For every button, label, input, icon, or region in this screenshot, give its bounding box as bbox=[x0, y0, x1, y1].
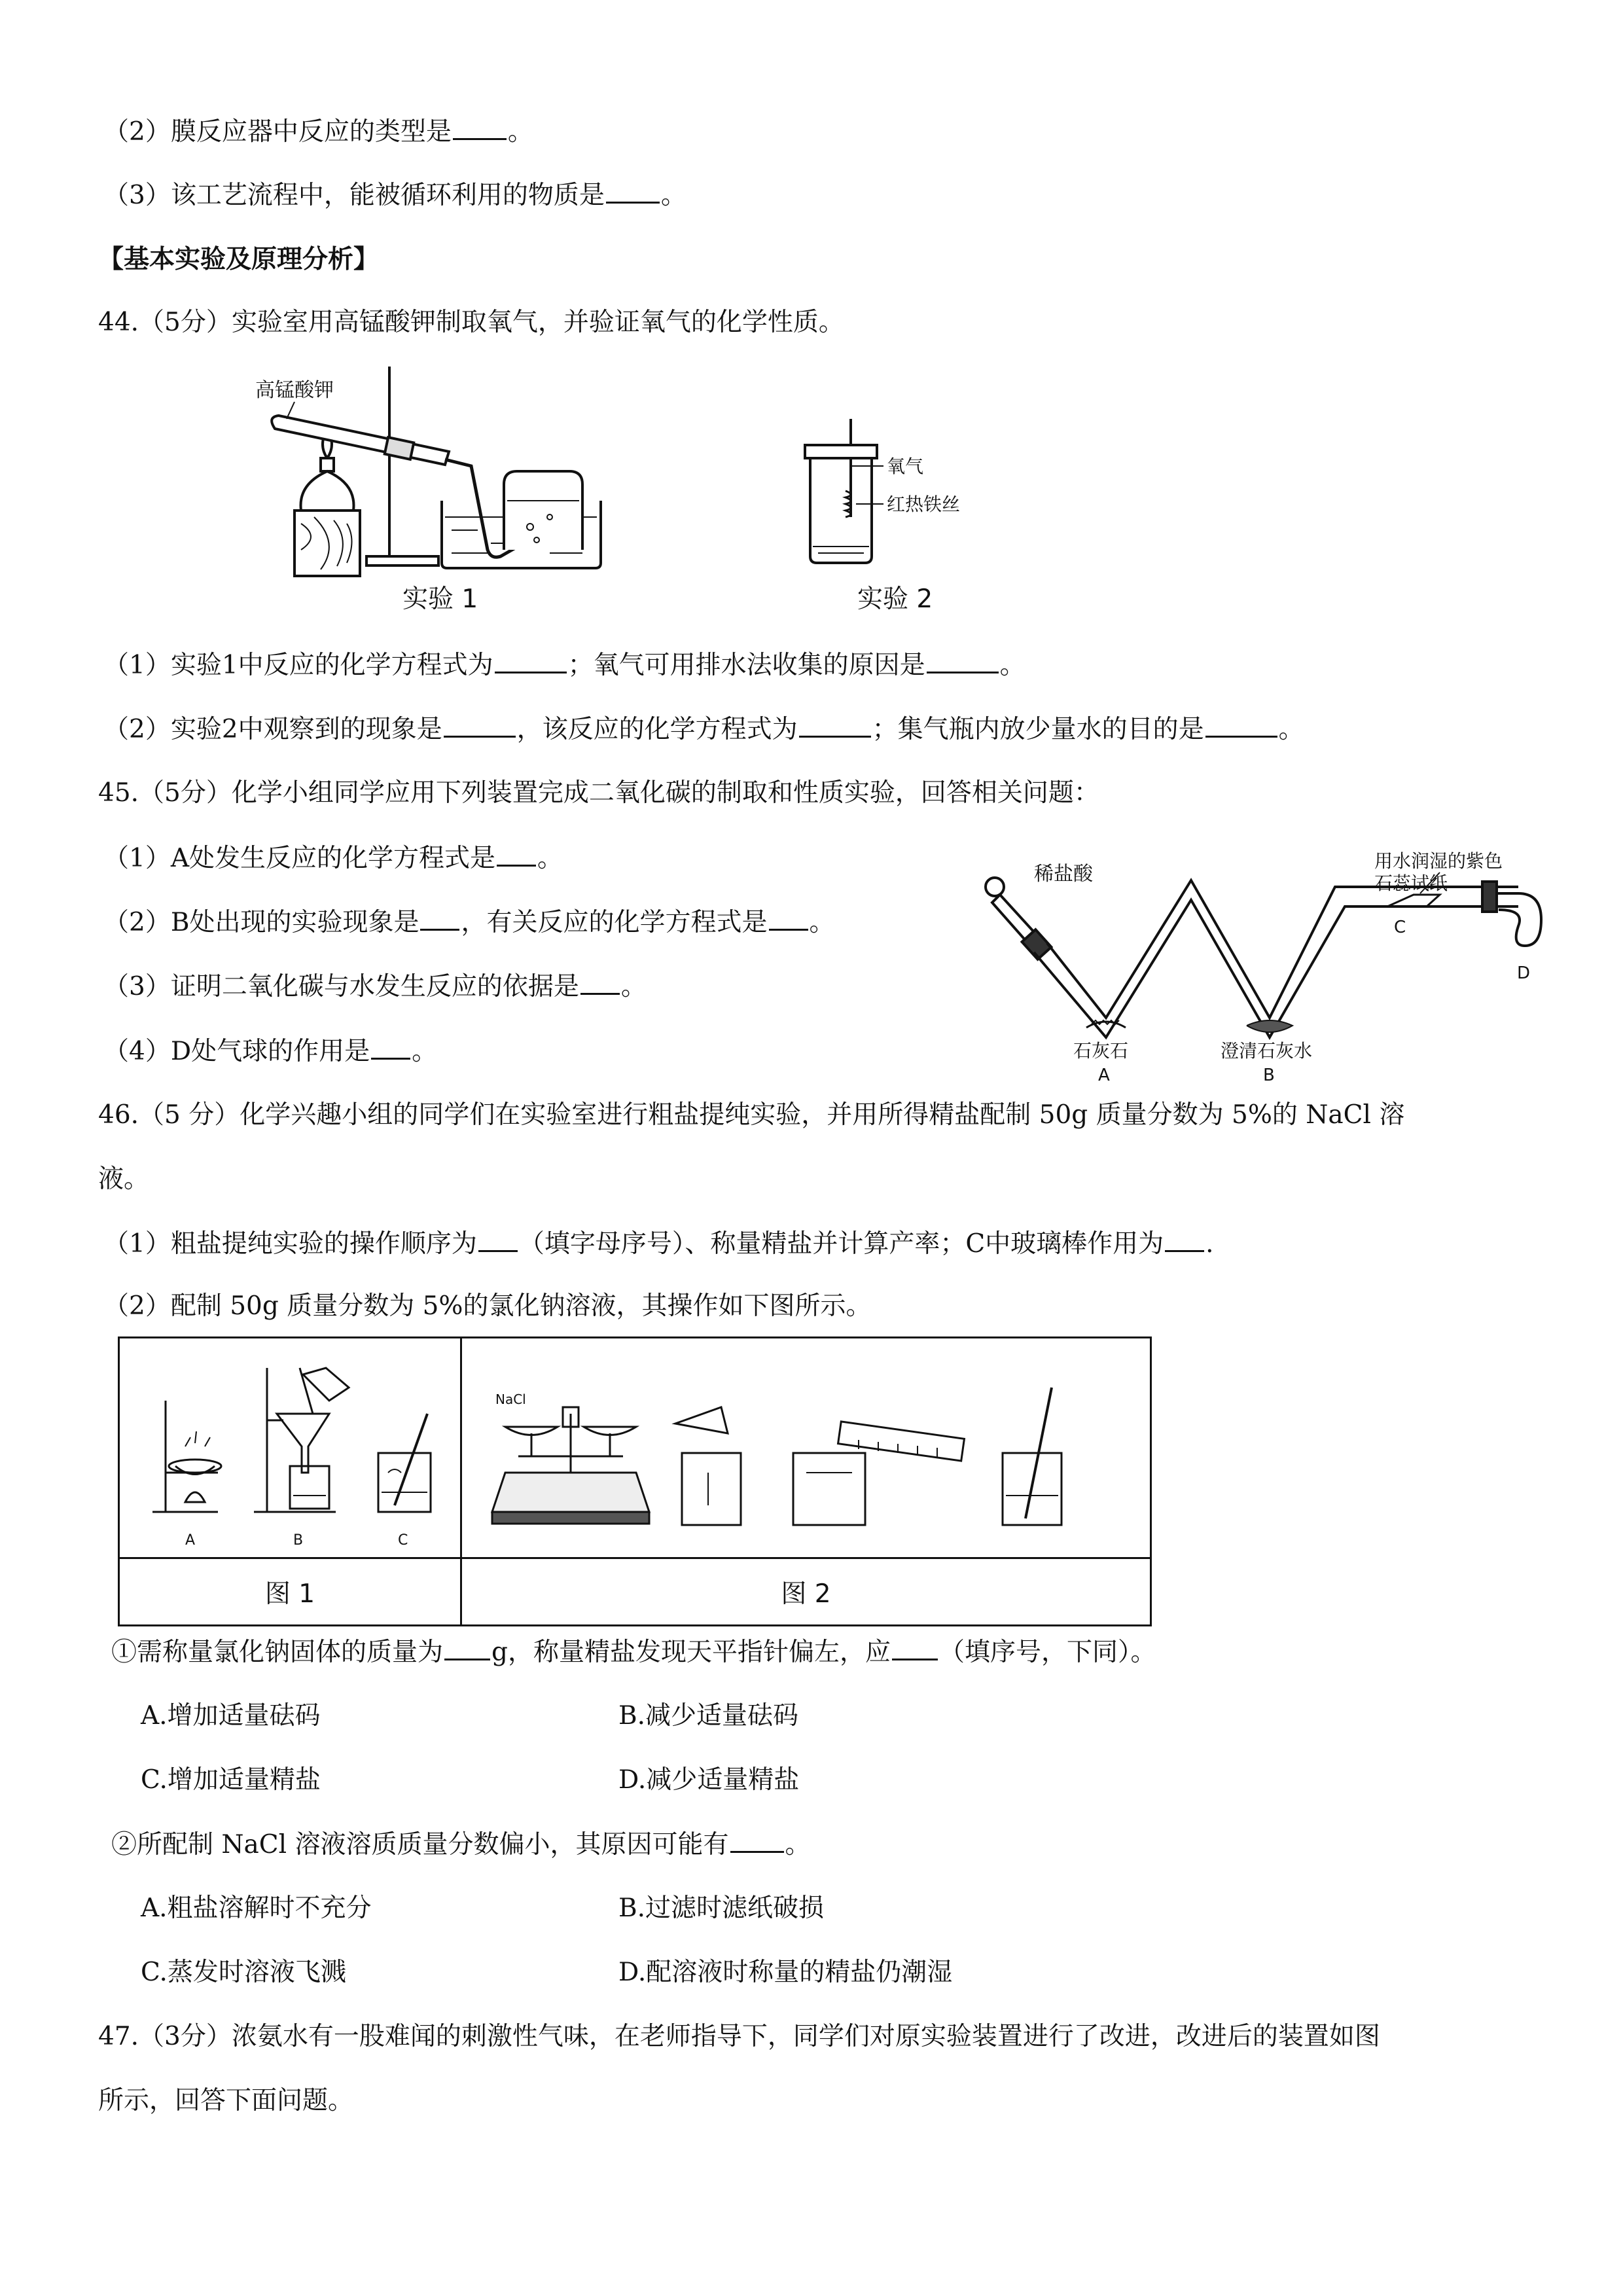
q47-stem-line1: 47.（3分）浓氨水有一股难闻的刺激性气味，在老师指导下，同学们对原实验装置进行了改进，改进后的装置如图 bbox=[98, 2022, 1380, 2051]
label-potassium-permanganate: 高锰酸钾 bbox=[255, 379, 334, 402]
q43-part3: （3）该工艺流程中，能被循环利用的物质是 。 bbox=[103, 178, 687, 213]
label-nacl: NaCl bbox=[495, 1391, 526, 1407]
fig1-label-B: B bbox=[293, 1532, 304, 1549]
figure-2-drawing bbox=[466, 1342, 1147, 1551]
option-2a[interactable]: A.粗盐溶解时不充分 bbox=[141, 1893, 372, 1923]
answer-blank[interactable] bbox=[444, 712, 516, 738]
answer-blank[interactable] bbox=[606, 178, 660, 204]
answer-blank[interactable] bbox=[892, 1635, 938, 1660]
option-1b[interactable]: B.减少适量砝码 bbox=[618, 1701, 799, 1731]
q44-stem: 44.（5分）实验室用高锰酸钾制取氧气，并验证氧气的化学性质。 bbox=[98, 308, 844, 337]
answer-blank[interactable] bbox=[799, 712, 871, 738]
option-1d[interactable]: D.减少适量精盐 bbox=[618, 1765, 800, 1795]
label-A: A bbox=[1098, 1066, 1110, 1085]
caption-experiment-2: 实验 2 bbox=[857, 584, 933, 614]
answer-blank[interactable] bbox=[371, 1034, 410, 1060]
q46-sub2: ②所配制 NaCl 溶液溶质质量分数偏小，其原因可能有 。 bbox=[111, 1827, 811, 1862]
answer-blank[interactable] bbox=[1205, 712, 1277, 738]
experiment-2-figure bbox=[792, 419, 961, 569]
q47-stem-line2: 所示，回答下面问题。 bbox=[98, 2086, 354, 2115]
answer-blank[interactable] bbox=[444, 1635, 490, 1660]
answer-blank[interactable] bbox=[453, 115, 507, 140]
label-limewater: 澄清石灰水 bbox=[1221, 1040, 1313, 1062]
q46-sub1: ①需称量氯化钠固体的质量为 g，称量精盐发现天平指针偏左，应 （填序号，下同）。 bbox=[111, 1635, 1156, 1670]
co2-apparatus-figure bbox=[969, 848, 1544, 1083]
q44-part1: （1）实验1中反应的化学方程式为 ；氧气可用排水法收集的原因是 。 bbox=[103, 648, 1026, 683]
fig1-label-C: C bbox=[398, 1532, 408, 1549]
q46-part2: （2）配制 50g 质量分数为 5%的氯化钠溶液，其操作如下图所示。 bbox=[103, 1291, 872, 1321]
answer-blank[interactable] bbox=[497, 841, 536, 867]
figure-1-cell bbox=[119, 1338, 461, 1558]
label-litmus-line1: 用水润湿的紫色 bbox=[1374, 850, 1503, 872]
q46-stem-line1: 46.（5 分）化学兴趣小组的同学们在实验室进行粗盐提纯实验，并用所得精盐配制 50g 质量分数为 5%的 NaCl 溶 bbox=[98, 1100, 1405, 1130]
q45-stem: 45.（5分）化学小组同学应用下列装置完成二氧化碳的制取和性质实验，回答相关问题： bbox=[98, 778, 1099, 808]
answer-blank[interactable] bbox=[1165, 1227, 1204, 1252]
experiment-1-figure bbox=[255, 353, 766, 583]
answer-blank[interactable] bbox=[769, 905, 808, 931]
answer-blank[interactable] bbox=[580, 969, 620, 995]
caption-figure-2: 图 2 bbox=[461, 1558, 1151, 1626]
caption-figure-1: 图 1 bbox=[119, 1558, 461, 1626]
q45-part2: （2）B处出现的实验现象是 ，有关反应的化学方程式是 。 bbox=[103, 905, 835, 940]
answer-blank[interactable] bbox=[730, 1827, 784, 1853]
label-C: C bbox=[1394, 918, 1406, 937]
q45-part3: （3）证明二氧化碳与水发生反应的依据是 。 bbox=[103, 969, 647, 1004]
q46-part1: （1）粗盐提纯实验的操作顺序为 （填字母序号）、称量精盐并计算产率；C中玻璃棒作用为 . bbox=[103, 1227, 1214, 1261]
section-heading: 【基本实验及原理分析】 bbox=[98, 244, 380, 274]
answer-blank[interactable] bbox=[495, 648, 567, 673]
option-2d[interactable]: D.配溶液时称量的精盐仍潮湿 bbox=[618, 1958, 953, 1987]
figure-1-drawing bbox=[133, 1342, 447, 1551]
q45-part1: （1）A处发生反应的化学方程式是 。 bbox=[103, 841, 563, 876]
q46-stem-line2: 液。 bbox=[98, 1164, 150, 1194]
option-1a[interactable]: A.增加适量砝码 bbox=[141, 1701, 321, 1731]
figure-table bbox=[118, 1336, 1152, 1626]
caption-experiment-1: 实验 1 bbox=[402, 584, 478, 614]
label-limestone: 石灰石 bbox=[1073, 1040, 1129, 1062]
label-hot-iron-wire: 红热铁丝 bbox=[887, 493, 961, 515]
answer-blank[interactable] bbox=[420, 905, 459, 931]
label-litmus-line2: 石蕊试纸 bbox=[1374, 872, 1448, 894]
label-oxygen: 氧气 bbox=[887, 456, 924, 477]
answer-blank[interactable] bbox=[478, 1227, 518, 1252]
q45-part4: （4）D处气球的作用是 。 bbox=[103, 1034, 437, 1069]
fig1-label-A: A bbox=[185, 1532, 196, 1549]
label-dilute-hcl: 稀盐酸 bbox=[1034, 863, 1093, 886]
q43-part2: （2）膜反应器中反应的类型是 。 bbox=[103, 115, 533, 149]
figure-2-cell bbox=[461, 1338, 1151, 1558]
option-1c[interactable]: C.增加适量精盐 bbox=[141, 1765, 321, 1795]
answer-blank[interactable] bbox=[927, 648, 999, 673]
q44-part2: （2）实验2中观察到的现象是 ，该反应的化学方程式为 ；集气瓶内放少量水的目的是 。 bbox=[103, 712, 1304, 747]
label-D: D bbox=[1517, 963, 1531, 983]
option-2c[interactable]: C.蒸发时溶液飞溅 bbox=[141, 1958, 346, 1987]
option-2b[interactable]: B.过滤时滤纸破损 bbox=[618, 1893, 825, 1923]
label-B: B bbox=[1263, 1066, 1275, 1085]
